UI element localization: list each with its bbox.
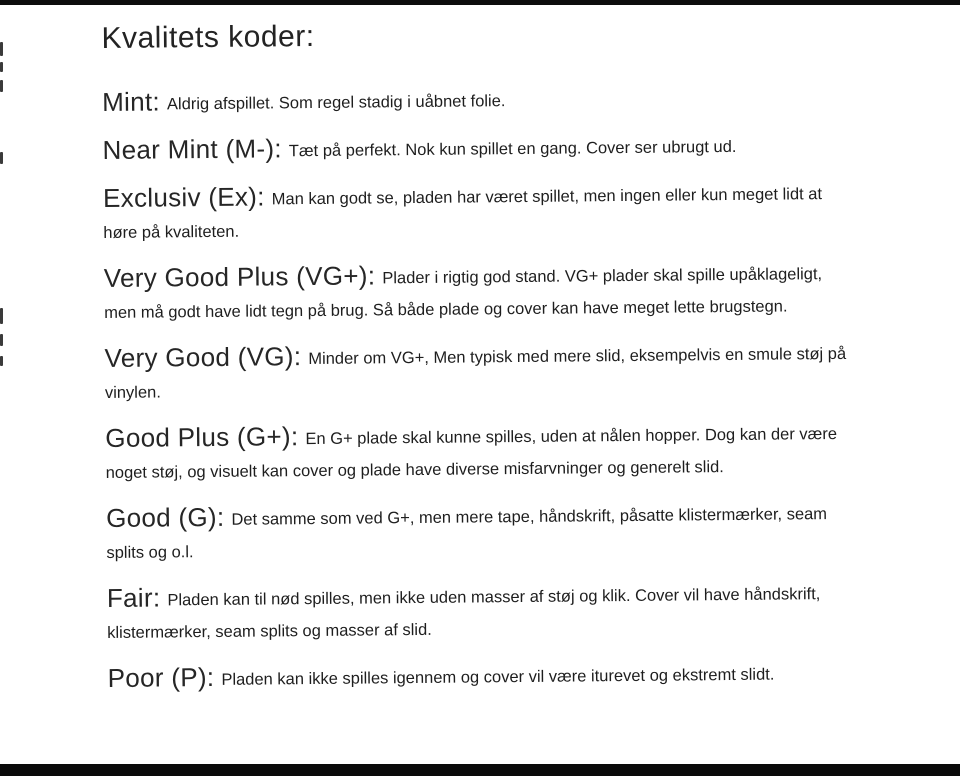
quality-description: Minder om VG+, Men typisk med mere slid, eksempelvis en smule støj på vinylen.	[104, 344, 847, 402]
quality-term: Exclusiv (Ex):	[102, 181, 265, 214]
scan-mark-left	[0, 80, 3, 92]
entry-very-good-plus	[104, 255, 853, 329]
scan-mark-left	[0, 334, 3, 346]
quality-description: Tæt på perfekt. Nok kun spillet en gang. Cover ser ubrugt ud.	[288, 137, 737, 161]
entry-good	[106, 495, 855, 569]
quality-description: En G+ plade skal kunne spilles, uden at nålen hopper. Dog kan der være noget støj, og visuelt kan cover og plade have diverse misfarvninger og generelt slid.	[105, 424, 838, 482]
entry-very-good	[104, 335, 853, 409]
quality-term: Poor (P):	[107, 661, 215, 693]
quality-description: Aldrig afspillet. Som regel stadig i uåbnet folie.	[166, 92, 506, 114]
scan-edge-bottom	[0, 764, 960, 776]
entry-mint	[102, 79, 850, 121]
scan-mark-left	[0, 62, 3, 72]
page-title: Kvalitets koder:	[101, 19, 315, 56]
quality-description: Pladen kan til nød spilles, men ikke uden masser af støj og klik. Cover vil have håndskrift, klistermærker, seam splits og masser af slid.	[107, 585, 821, 642]
quality-description: Det samme som ved G+, men mere tape, håndskrift, påsatte klistermærker, seam splits og o.l.	[106, 505, 828, 562]
scan-mark-left	[0, 152, 3, 164]
quality-term: Near Mint (M-):	[102, 133, 282, 166]
quality-term: Fair:	[106, 582, 161, 613]
quality-term: Good (G):	[105, 501, 225, 533]
quality-description: Man kan godt se, pladen har været spillet, men ingen eller kun meget lidt at høre på kvaliteten.	[103, 185, 823, 243]
quality-term: Very Good Plus (VG+):	[103, 260, 376, 294]
entry-good-plus	[105, 415, 854, 489]
entry-fair	[107, 575, 856, 649]
quality-term: Very Good (VG):	[104, 341, 302, 374]
scan-mark-left	[0, 308, 3, 324]
scan-edge-top	[0, 0, 960, 5]
entry-exclusiv	[103, 175, 852, 249]
entry-near-mint	[102, 127, 850, 169]
entry-poor	[107, 655, 855, 697]
document-page	[101, 15, 856, 710]
quality-term: Mint:	[101, 86, 161, 118]
quality-description: Plader i rigtig god stand. VG+ plader skal spille upåklageligt, men må godt have lidt tegn på brug. Så både plade og cover kan have meget lette brugstegn.	[104, 265, 823, 323]
quality-description: Pladen kan ikke spilles igennem og cover vil være iturevet og ekstremt slidt.	[221, 665, 775, 689]
scan-mark-left	[0, 42, 3, 56]
quality-term: Good Plus (G+):	[105, 421, 299, 453]
scan-mark-left	[0, 356, 3, 366]
